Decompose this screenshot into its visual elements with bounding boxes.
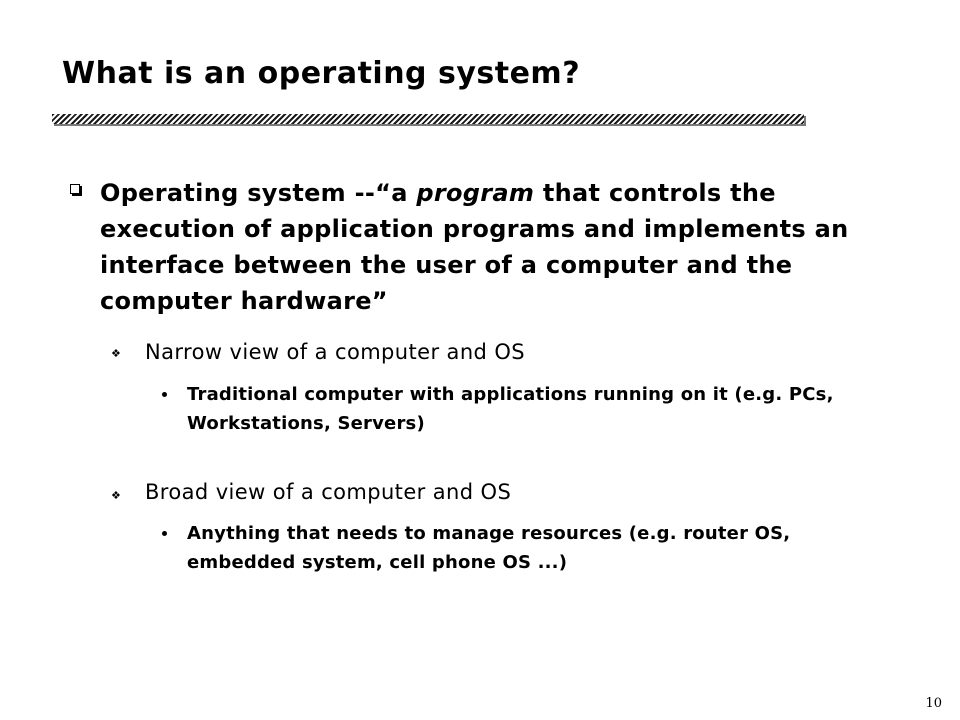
main-bullet-text-end: that controls the execution of application programs and implements an interface between the user of a computer and the computer hardware” bbox=[100, 179, 849, 315]
square-bullet-icon bbox=[70, 184, 80, 194]
main-bullet-text bbox=[100, 175, 860, 319]
main-bullet-text-start: Operating system --“a bbox=[100, 179, 417, 207]
sub-bullet-detail: Anything that needs to manage resources (e.g. router OS, embedded system, cell phone OS ...) bbox=[187, 523, 791, 573]
dot-bullet-icon bbox=[162, 392, 167, 397]
sub-bullet-label: Broad view of a computer and OS bbox=[145, 480, 512, 504]
page-number: 10 bbox=[925, 696, 942, 711]
sub-bullet-label: Narrow view of a computer and OS bbox=[145, 340, 526, 364]
main-bullet-emphasis: program bbox=[416, 179, 535, 207]
diamond-bullet-icon: ❖ bbox=[111, 489, 121, 502]
sub-bullet-detail: Traditional computer with applications running on it (e.g. PCs, Workstations, Servers) bbox=[187, 384, 834, 434]
slide-title: What is an operating system? bbox=[62, 56, 581, 91]
title-underline bbox=[52, 114, 804, 124]
dot-bullet-icon bbox=[162, 531, 167, 536]
diamond-bullet-icon: ❖ bbox=[111, 347, 121, 360]
